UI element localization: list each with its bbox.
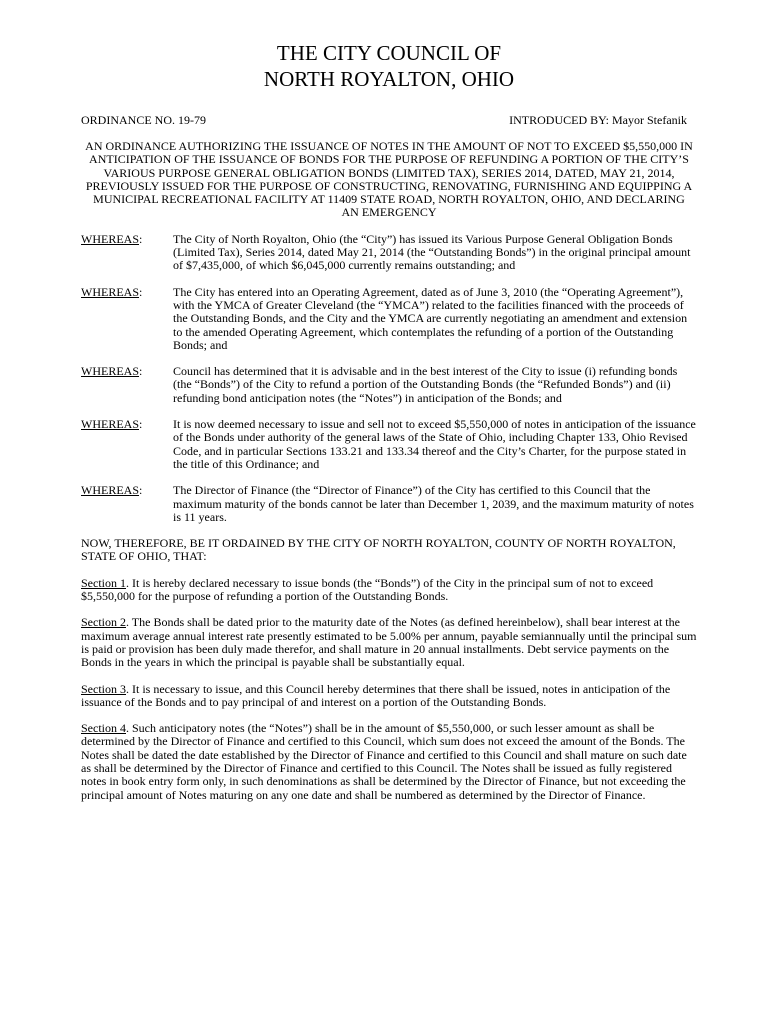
section-text: . It is necessary to issue, and this Council hereby determines that there shall be issued, notes in anticipation of the issuance of the Bonds and to pay principal of and interest on a portion of the Outstanding Bonds. xyxy=(81,681,671,709)
document-title xyxy=(81,40,697,92)
section-4 xyxy=(81,722,697,802)
whereas-text: It is now deemed necessary to issue and sell not to exceed $5,550,000 of notes in anticipation of the issuance of the Bonds under authority of the general laws of the State of Ohio, including Chapter 133, Ohio Revised Code, and in particular Sections 133.21 and 133.34 thereof and the City’s Charter, for the purpose stated in the title of this Ordinance; and xyxy=(173,417,696,471)
whereas-label: WHEREAS: xyxy=(81,231,143,246)
section-3 xyxy=(81,683,697,710)
whereas-clause xyxy=(81,418,697,471)
section-2 xyxy=(81,616,697,669)
whereas-text: The City of North Royalton, Ohio (the “City”) has issued its Various Purpose General Obligation Bonds (Limited Tax), Series 2014, dated May 21, 2014 (the “Outstanding Bonds”) in the original principal amount of $7,435,000, of which $6,045,000 currently remains outstanding; and xyxy=(173,231,691,273)
section-text: . The Bonds shall be dated prior to the maturity date of the Notes (as defined hereinbelow), shall bear interest at the maximum average annual interest rate presently estimated to be 5.00% per annum, payable semiannually until the principal sum is paid or provision has been duly made therefor, and shall mature in 20 annual installments. Debt service payments on the Bonds in the years in which the principal is payable shall be substantially equal. xyxy=(81,615,697,670)
whereas-text: The City has entered into an Operating Agreement, dated as of June 3, 2010 (the “Operating Agreement”), with the YMCA of Greater Cleveland (the “YMCA”) related to the facilities financed with the proceeds of the Outstanding Bonds, and the City and the YMCA are currently negotiating an amendment and extension to the amended Operating Agreement, which contemplates the refunding of a portion of the Outstanding Bonds; and xyxy=(173,284,688,352)
whereas-clause xyxy=(81,233,697,273)
whereas-text: The Director of Finance (the “Director of Finance”) of the City has certified to this Council that the maximum maturity of the bonds cannot be later than December 1, 2039, and the maximum maturity of notes is 11 years. xyxy=(173,483,694,524)
section-label: Section 4 xyxy=(81,721,126,736)
title-line-2: NORTH ROYALTON, OHIO xyxy=(263,67,515,91)
introduced-by: INTRODUCED BY: Mayor Stefanik xyxy=(509,113,687,127)
whereas-label: WHEREAS: xyxy=(81,483,143,498)
section-text: . Such anticipatory notes (the “Notes”) shall be in the amount of $5,550,000, or such lesser amount as shall be determined by the Director of Finance and certified to this Council, which sum does not exceed the amount of the Bonds. The Notes shall be dated the date established by the Director of Finance and certified to this Council and shall mature on such date as shall be determined by the Director of Finance and certified to this Council. The Notes shall be issued as fully registered notes in book entry form only, in such denominations as shall be determined by the Director of Finance, but not exceeding the principal amount of Notes maturing on any one date and shall be numbered as determined by the Director of Finance. xyxy=(81,721,687,802)
section-label: Section 1 xyxy=(81,575,126,590)
ordinance-number: ORDINANCE NO. 19-79 xyxy=(81,113,206,127)
section-text: . It is hereby declared necessary to issue bonds (the “Bonds”) of the City in the principal sum of not to exceed $5,550,000 for the purpose of refunding a portion of the Outstanding Bonds. xyxy=(81,575,654,604)
title-line-1: THE CITY COUNCIL OF xyxy=(276,41,502,65)
whereas-label: WHEREAS: xyxy=(81,364,143,379)
whereas-label: WHEREAS: xyxy=(81,417,143,432)
ordinance-meta-row xyxy=(81,113,697,127)
ordaining-clause: NOW, THEREFORE, BE IT ORDAINED BY THE CITY OF NORTH ROYALTON, COUNTY OF NORTH ROYALTON, STATE OF OHIO, THAT: xyxy=(81,536,676,564)
ordinance-caption: AN ORDINANCE AUTHORIZING THE ISSUANCE OF NOTES IN THE AMOUNT OF NOT TO EXCEED $5,550,000 IN ANTICIPATION OF THE ISSUANCE OF BONDS FOR THE PURPOSE OF REFUNDING A PORTION OF THE CITY’S VARIOUS PURPOSE GENERAL OBLIGATION BONDS (LIMITED TAX), SERIES 2014, DATED, MAY 21, 2014, PREVIOUSLY ISSUED FOR THE PURPOSE OF CONSTRUCTING, RENOVATING, FURNISHING AND EQUIPPING A MUNICIPAL RECREATIONAL FACILITY AT 11409 STATE ROAD, NORTH ROYALTON, OHIO, AND DECLARING AN EMERGENCY xyxy=(85,139,693,220)
document-page xyxy=(81,40,697,802)
whereas-clause xyxy=(81,484,697,524)
section-1 xyxy=(81,577,697,604)
whereas-label: WHEREAS: xyxy=(81,284,143,299)
section-label: Section 2 xyxy=(81,615,126,630)
whereas-text: Council has determined that it is advisable and in the best interest of the City to issue (i) refunding bonds (the “Bonds”) of the City to refund a portion of the Outstanding Bonds (the “Refunded Bonds”) and (ii) refunding bond anticipation notes (the “Notes”) in anticipation of the Bonds; and xyxy=(173,364,678,405)
whereas-clause xyxy=(81,286,697,352)
section-label: Section 3 xyxy=(81,681,126,696)
whereas-clause xyxy=(81,365,697,405)
